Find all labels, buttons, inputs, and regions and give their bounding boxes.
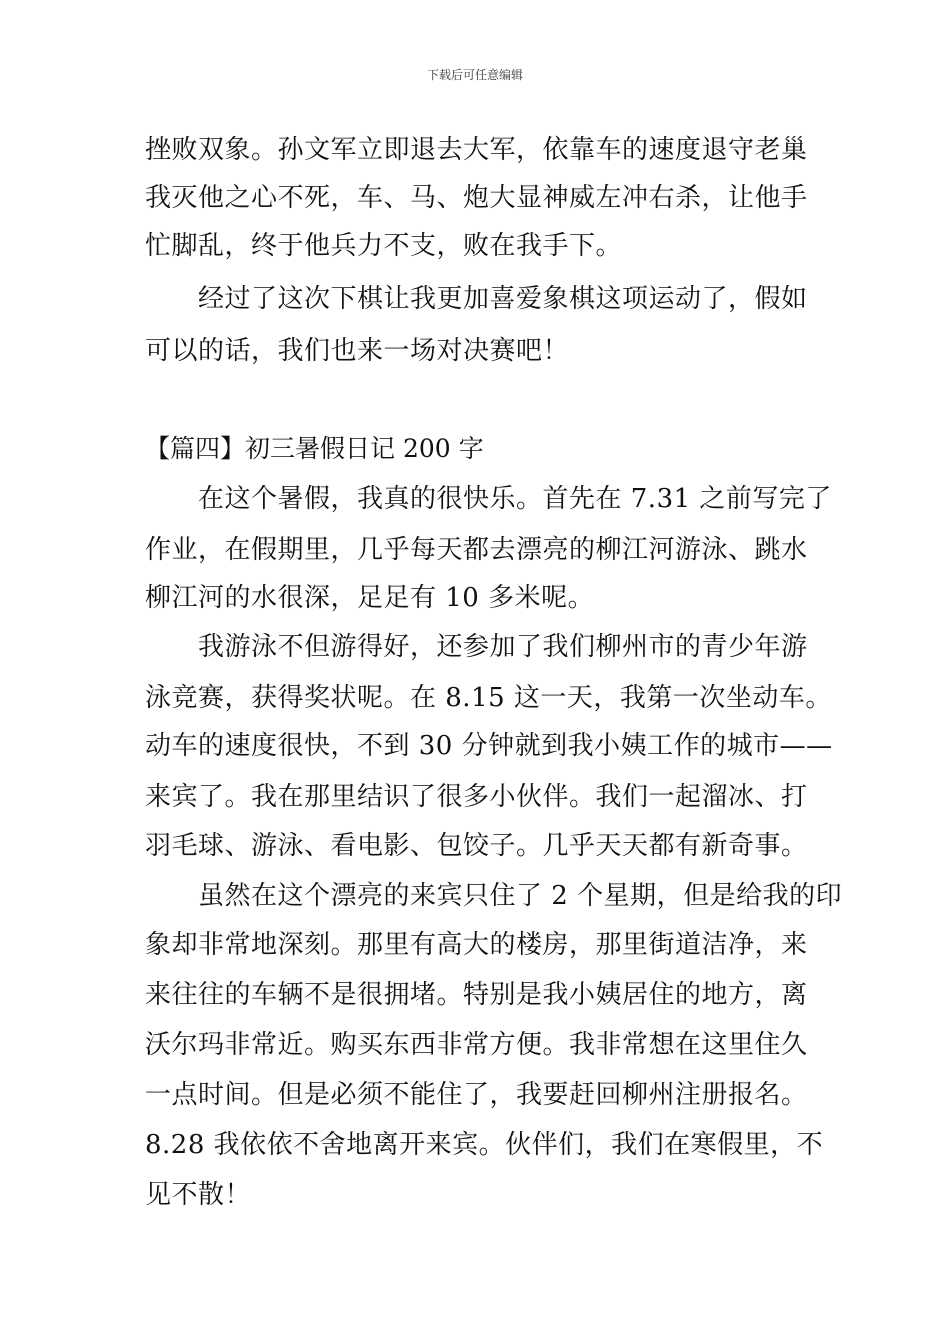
paragraph-line: 沃尔玛非常近。购买东西非常方便。我非常想在这里住久 bbox=[145, 1030, 808, 1060]
paragraph-line: 来往往的车辆不是很拥堵。特别是我小姨居住的地方，离 bbox=[145, 980, 808, 1010]
paragraph-line: 见不散！ bbox=[145, 1180, 252, 1210]
paragraph-line: 羽毛球、游泳、看电影、包饺子。几乎天天都有新奇事。 bbox=[145, 831, 808, 861]
paragraph-line: 挫败双象。孙文军立即退去大军，依靠车的速度退守老巢 bbox=[145, 135, 808, 165]
paragraph-line: 动车的速度很快，不到 30 分钟就到我小姨工作的城市—— bbox=[145, 731, 833, 761]
paragraph-line: 我灭他之心不死，车、马、炮大显神威左冲右杀，让他手 bbox=[145, 183, 808, 213]
paragraph-line: 虽然在这个漂亮的来宾只住了 2 个星期，但是给我的印 bbox=[198, 881, 843, 911]
paragraph-line: 泳竞赛，获得奖状呢。在 8.15 这一天，我第一次坐动车。 bbox=[145, 683, 832, 713]
paragraph-line: 忙脚乱，终于他兵力不支，败在我手下。 bbox=[145, 231, 623, 261]
paragraph-line: 我游泳不但游得好，还参加了我们柳州市的青少年游 bbox=[198, 632, 808, 662]
page-header-note: 下载后可任意编辑 bbox=[426, 68, 523, 82]
paragraph-line: 在这个暑假，我真的很快乐。首先在 7.31 之前写完了 bbox=[198, 484, 832, 514]
paragraph-line: 作业，在假期里，几乎每天都去漂亮的柳江河游泳、跳水 bbox=[145, 535, 808, 565]
paragraph-line: 柳江河的水很深，足足有 10 多米呢。 bbox=[145, 583, 595, 613]
section-heading: 【篇四】初三暑假日记 200 字 bbox=[145, 434, 484, 463]
paragraph-line: 可以的话，我们也来一场对决赛吧！ bbox=[145, 336, 570, 366]
paragraph-line: 象却非常地深刻。那里有高大的楼房，那里街道洁净，来 bbox=[145, 930, 808, 960]
paragraph-line: 8.28 我依依不舍地离开来宾。伙伴们，我们在寒假里，不 bbox=[145, 1130, 824, 1160]
paragraph-line: 一点时间。但是必须不能住了，我要赶回柳州注册报名。 bbox=[145, 1080, 808, 1110]
paragraph-line: 经过了这次下棋让我更加喜爱象棋这项运动了，假如 bbox=[198, 284, 808, 314]
paragraph-line: 来宾了。我在那里结识了很多小伙伴。我们一起溜冰、打 bbox=[145, 782, 808, 812]
